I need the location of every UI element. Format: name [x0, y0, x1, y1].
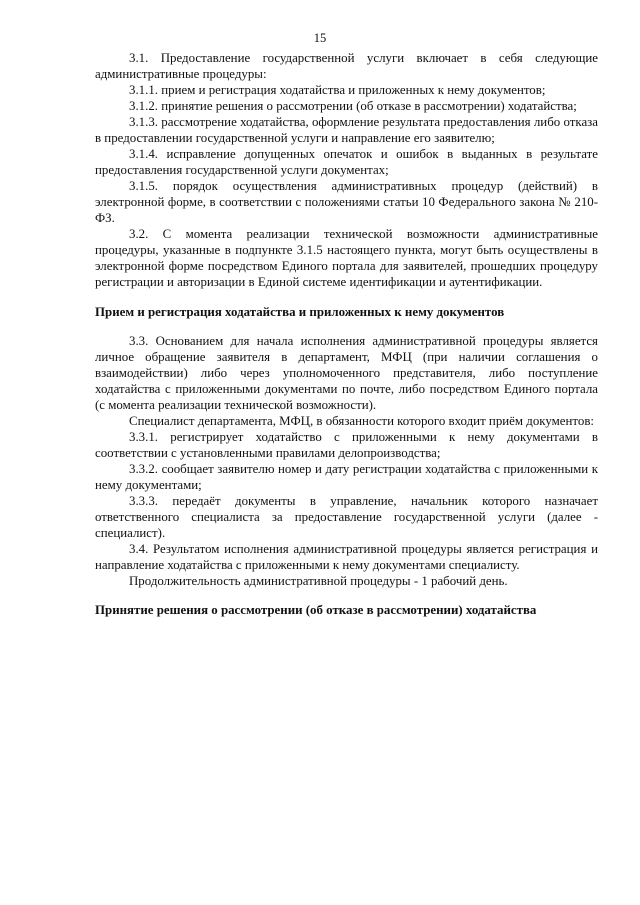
section-heading-decision: Принятие решения о рассмотрении (об отказе в рассмотрении) ходатайства: [95, 603, 537, 617]
paragraph-3-1: 3.1. Предоставление государственной услуги включает в себя следующие административные процедуры:: [95, 51, 598, 81]
paragraph-3-1-4: 3.1.4. исправление допущенных опечаток и ошибок в выданных в результате предоставления государственной услуги документах;: [95, 147, 598, 177]
paragraph-duration: Продолжительность административной процедуры - 1 рабочий день.: [129, 574, 508, 588]
paragraph-3-3-1: 3.3.1. регистрирует ходатайство с приложенными к нему документами в соответствии с установленными правилами делопроизводства;: [95, 430, 598, 460]
paragraph-3-3: 3.3. Основанием для начала исполнения административной процедуры является личное обращение заявителя в департамент, МФЦ (при наличии соглашения о взаимодействии) либо через уполномоченного представителя, либо поступление ходатайства с приложенными документами по почте, либо посредством Единого портала (с момента реализации технической возможности).: [95, 334, 598, 412]
paragraph-3-1-2: 3.1.2. принятие решения о рассмотрении (об отказе в рассмотрении) ходатайства;: [129, 99, 577, 113]
paragraph-3-1-1: 3.1.1. прием и регистрация ходатайства и приложенных к нему документов;: [129, 83, 546, 97]
section-heading-reception: Прием и регистрация ходатайства и приложенных к нему документов: [95, 305, 505, 319]
paragraph-3-1-3: 3.1.3. рассмотрение ходатайства, оформление результата предоставления либо отказа в предоставлении государственной услуги и направление его заявителю;: [95, 115, 598, 145]
document-body: [95, 50, 598, 618]
paragraph-3-1-5: 3.1.5. порядок осуществления административных процедур (действий) в электронной форме, в соответствии с положениями статьи 10 Федерального закона № 210-ФЗ.: [95, 179, 598, 225]
paragraph-3-3-3: 3.3.3. передаёт документы в управление, начальник которого назначает ответственного специалиста за предоставление государственной услуги (далее - специалист).: [95, 494, 598, 540]
paragraph-3-4: 3.4. Результатом исполнения административной процедуры является регистрация и направление ходатайства с приложенными к нему документами специалисту.: [95, 542, 598, 572]
paragraph-3-3-2: 3.3.2. сообщает заявителю номер и дату регистрации ходатайства с приложенными к нему документами;: [95, 462, 598, 492]
paragraph-3-2: 3.2. С момента реализации технической возможности административные процедуры, указанные в подпункте 3.1.5 настоящего пункта, могут быть осуществлены в электронной форме посредством Единого портала для заявителей, прошедших процедуру регистрации и авторизации в Единой системе идентификации и аутентификации.: [95, 227, 598, 289]
page-number: 15: [313, 31, 327, 45]
paragraph-specialist: Специалист департамента, МФЦ, в обязанности которого входит приём документов:: [129, 414, 594, 428]
